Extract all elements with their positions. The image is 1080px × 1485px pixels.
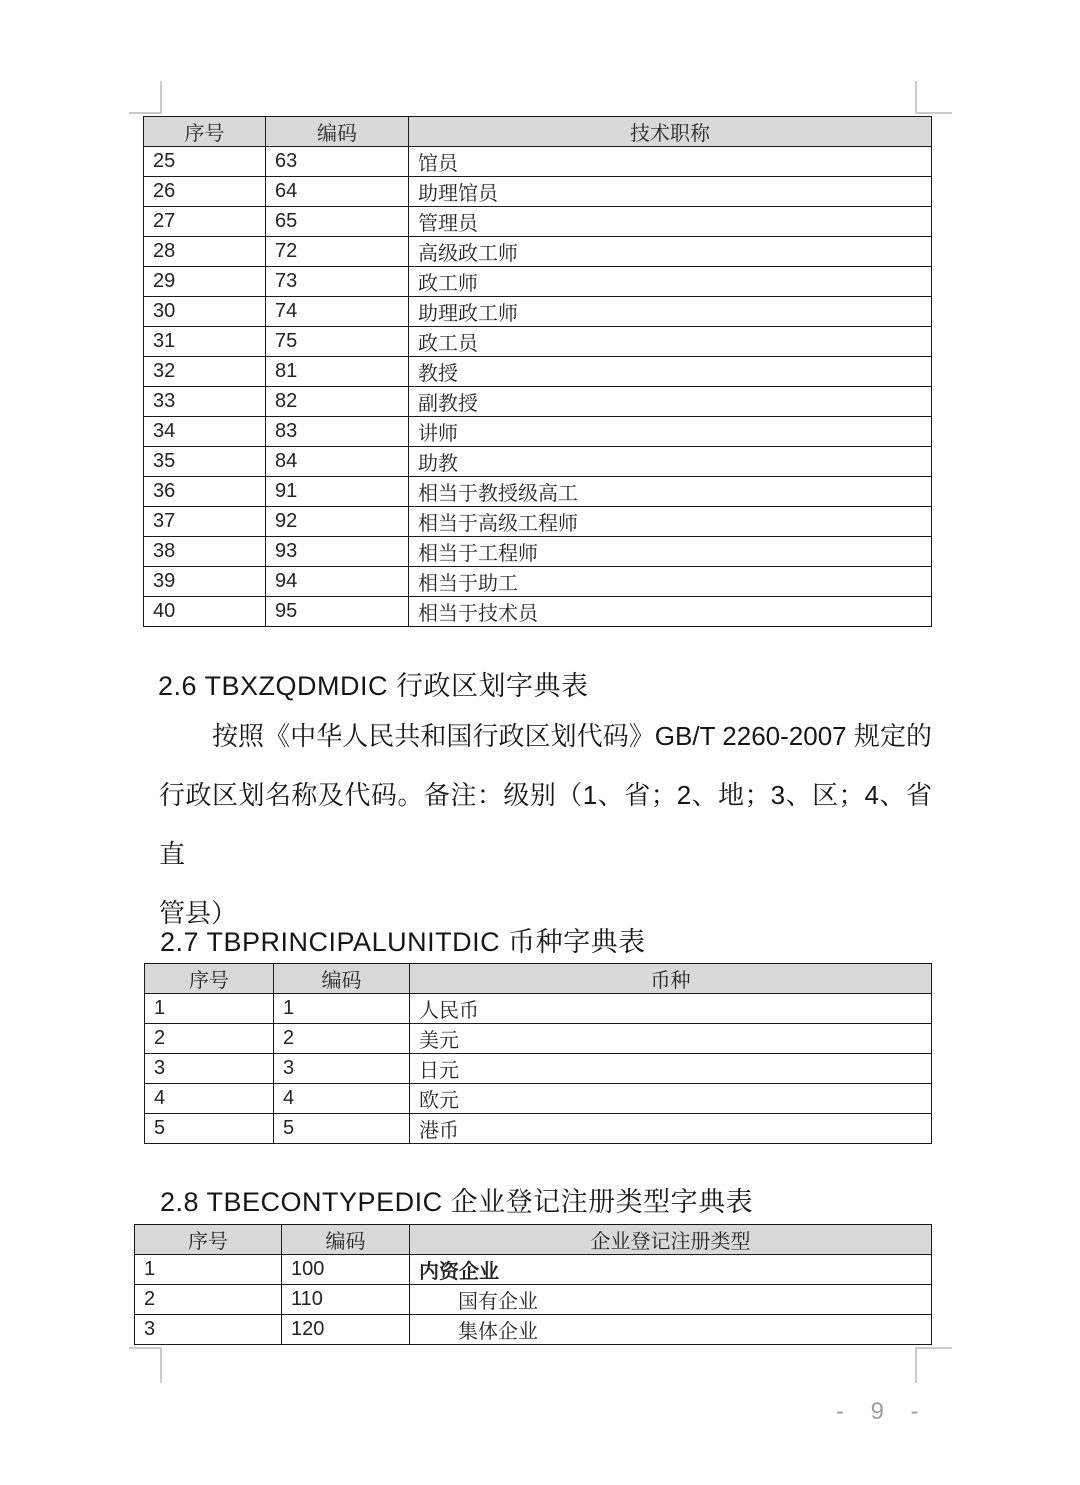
table-cell: 内资企业 xyxy=(410,1255,932,1285)
table-cell: 3 xyxy=(274,1054,410,1084)
table-header-row xyxy=(135,1225,932,1255)
column-header: 技术职称 xyxy=(409,117,932,147)
table-row xyxy=(135,1315,932,1345)
table-header-row xyxy=(144,117,932,147)
section-2-7-heading: 2.7 TBPRINCIPALUNITDIC 币种字典表 xyxy=(160,927,646,957)
table-cell: 40 xyxy=(144,597,266,627)
table-row xyxy=(144,147,932,177)
table-cell: 集体企业 xyxy=(410,1315,932,1345)
column-header: 币种 xyxy=(410,964,932,994)
table-cell: 30 xyxy=(144,297,266,327)
table-cell: 5 xyxy=(145,1114,274,1144)
table-row xyxy=(144,387,932,417)
table-cell: 92 xyxy=(266,507,409,537)
table-cell: 日元 xyxy=(410,1054,932,1084)
tech-title-table xyxy=(143,116,932,627)
table-row xyxy=(144,417,932,447)
table-cell: 38 xyxy=(144,537,266,567)
table-row xyxy=(145,1054,932,1084)
table-cell: 3 xyxy=(135,1315,282,1345)
table-cell: 31 xyxy=(144,327,266,357)
section-2-8-heading: 2.8 TBECONTYPEDIC 企业登记注册类型字典表 xyxy=(160,1187,754,1217)
table-cell: 讲师 xyxy=(409,417,932,447)
table-cell: 1 xyxy=(145,994,274,1024)
table-cell: 4 xyxy=(274,1084,410,1114)
table-cell: 32 xyxy=(144,357,266,387)
table-cell: 100 xyxy=(282,1255,410,1285)
paragraph-line: 按照《中华人民共和国行政区划代码》GB/T 2260-2007 规定的 xyxy=(212,721,932,751)
table-cell: 74 xyxy=(266,297,409,327)
section-2-6-heading: 2.6 TBXZQDMDIC 行政区划字典表 xyxy=(158,671,589,701)
page-number: - 9 - xyxy=(836,1398,921,1425)
table-cell: 政工员 xyxy=(409,327,932,357)
table-cell: 72 xyxy=(266,237,409,267)
table-cell: 64 xyxy=(266,177,409,207)
currency-table xyxy=(144,963,932,1144)
column-header: 序号 xyxy=(135,1225,282,1255)
table-cell: 93 xyxy=(266,537,409,567)
table-cell: 75 xyxy=(266,327,409,357)
crop-mark-top-left-icon xyxy=(129,81,162,114)
table-cell: 37 xyxy=(144,507,266,537)
table-row xyxy=(144,327,932,357)
table-cell: 1 xyxy=(274,994,410,1024)
table-cell: 3 xyxy=(145,1054,274,1084)
table-cell: 25 xyxy=(144,147,266,177)
table-row xyxy=(144,207,932,237)
crop-mark-bottom-right-icon xyxy=(915,1347,952,1383)
table-row xyxy=(144,447,932,477)
table-row xyxy=(145,994,932,1024)
table-cell: 高级政工师 xyxy=(409,237,932,267)
column-header: 企业登记注册类型 xyxy=(410,1225,932,1255)
table-cell: 政工师 xyxy=(409,267,932,297)
column-header: 编码 xyxy=(266,117,409,147)
table-cell: 95 xyxy=(266,597,409,627)
table-cell: 助教 xyxy=(409,447,932,477)
table-cell: 港币 xyxy=(410,1114,932,1144)
table-cell: 91 xyxy=(266,477,409,507)
table-cell: 国有企业 xyxy=(410,1285,932,1315)
table-cell: 110 xyxy=(282,1285,410,1315)
crop-mark-top-right-icon xyxy=(915,81,952,114)
table-row xyxy=(144,507,932,537)
table-row xyxy=(135,1255,932,1285)
table-cell: 5 xyxy=(274,1114,410,1144)
table-cell: 相当于工程师 xyxy=(409,537,932,567)
table-cell: 助理政工师 xyxy=(409,297,932,327)
table-cell: 助理馆员 xyxy=(409,177,932,207)
table-cell: 120 xyxy=(282,1315,410,1345)
table-cell: 馆员 xyxy=(409,147,932,177)
table-cell: 2 xyxy=(274,1024,410,1054)
table-cell: 29 xyxy=(144,267,266,297)
table-cell: 相当于教授级高工 xyxy=(409,477,932,507)
table-row xyxy=(144,537,932,567)
table-cell: 35 xyxy=(144,447,266,477)
table-cell: 2 xyxy=(135,1285,282,1315)
column-header: 编码 xyxy=(274,964,410,994)
table-cell: 1 xyxy=(135,1255,282,1285)
table-cell: 73 xyxy=(266,267,409,297)
table-cell: 人民币 xyxy=(410,994,932,1024)
table-cell: 相当于高级工程师 xyxy=(409,507,932,537)
paragraph-line: 行政区划名称及代码。备注：级别（1、省；2、地；3、区；4、省直 xyxy=(159,780,932,869)
table-cell: 相当于助工 xyxy=(409,567,932,597)
table-cell: 33 xyxy=(144,387,266,417)
table-cell: 26 xyxy=(144,177,266,207)
table-row xyxy=(144,477,932,507)
table-row xyxy=(145,1114,932,1144)
table-cell: 28 xyxy=(144,237,266,267)
table-cell: 63 xyxy=(266,147,409,177)
enterprise-reg-type-table xyxy=(134,1224,932,1345)
table-cell: 82 xyxy=(266,387,409,417)
table-cell: 教授 xyxy=(409,357,932,387)
table-cell: 4 xyxy=(145,1084,274,1114)
table-cell: 36 xyxy=(144,477,266,507)
table-header-row xyxy=(145,964,932,994)
table-cell: 欧元 xyxy=(410,1084,932,1114)
column-header: 序号 xyxy=(144,117,266,147)
table-cell: 39 xyxy=(144,567,266,597)
crop-mark-bottom-left-icon xyxy=(129,1347,162,1383)
table-cell: 相当于技术员 xyxy=(409,597,932,627)
table-row xyxy=(144,267,932,297)
table-row xyxy=(145,1084,932,1114)
table-cell: 65 xyxy=(266,207,409,237)
table-cell: 84 xyxy=(266,447,409,477)
table-cell: 34 xyxy=(144,417,266,447)
table-cell: 美元 xyxy=(410,1024,932,1054)
table-cell: 管理员 xyxy=(409,207,932,237)
table-cell: 94 xyxy=(266,567,409,597)
table-cell: 81 xyxy=(266,357,409,387)
table-row xyxy=(144,177,932,207)
table-row xyxy=(144,567,932,597)
table-cell: 27 xyxy=(144,207,266,237)
paragraph-line: 管县） xyxy=(159,898,238,928)
table-cell: 83 xyxy=(266,417,409,447)
table-row xyxy=(144,297,932,327)
table-row xyxy=(144,357,932,387)
table-row xyxy=(135,1285,932,1315)
table-row xyxy=(144,597,932,627)
table-cell: 副教授 xyxy=(409,387,932,417)
section-2-6-paragraph xyxy=(159,707,932,943)
table-cell: 2 xyxy=(145,1024,274,1054)
table-row xyxy=(144,237,932,267)
column-header: 序号 xyxy=(145,964,274,994)
column-header: 编码 xyxy=(282,1225,410,1255)
table-row xyxy=(145,1024,932,1054)
